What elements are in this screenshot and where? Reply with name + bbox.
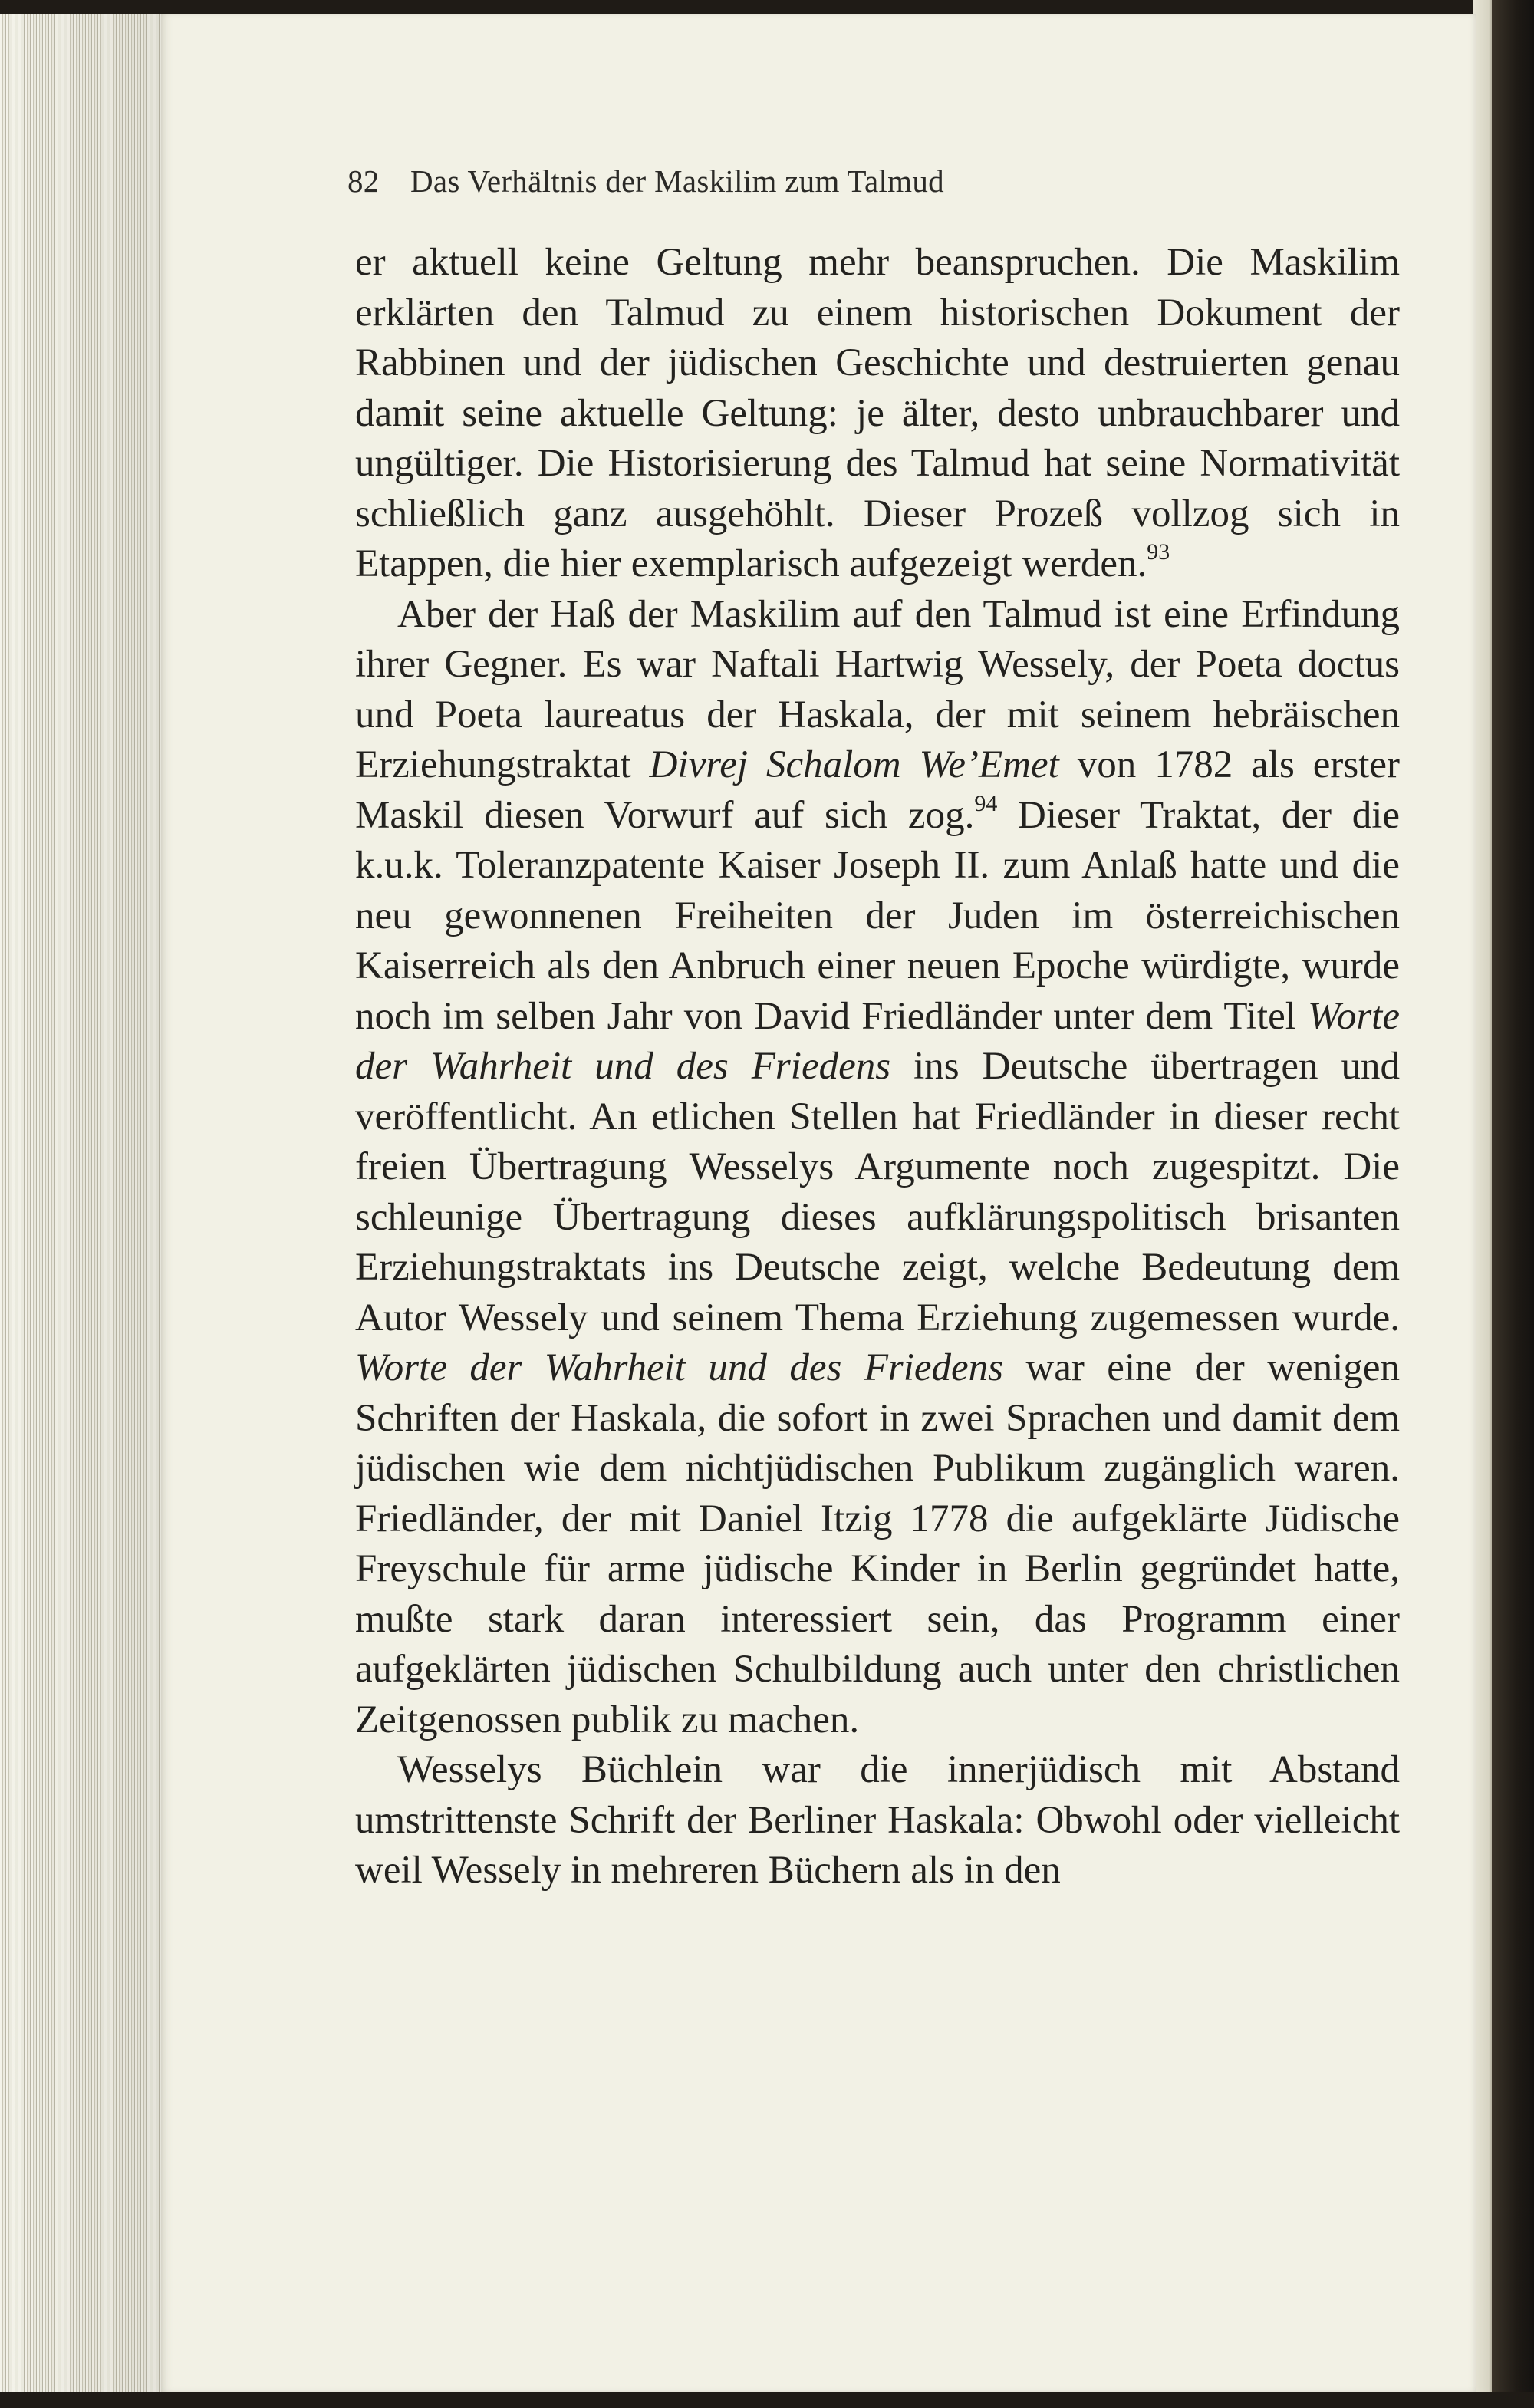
work-title-worte-der-wahrheit-2: Worte der Wahrheit und des Friedens (355, 1346, 1004, 1389)
book-page-edges (0, 14, 165, 2392)
running-title: Das Verhältnis der Maskilim zum Talmud (410, 163, 944, 199)
paragraph-3 (355, 1745, 1400, 1896)
paragraph-1-text: er aktuell keine Geltung mehr beanspruchen. Die Maskilim erklärten den Talmud zu einem historischen Dokument der Rabbinen und der jüdischen Geschichte und destruierten genau damit seine aktuelle Geltung: je älter, desto unbrauchbarer und ungültiger. Die Historisierung des Talmud hat seine Normativität schließlich ganz ausgehöhlt. Dieser Prozeß vollzog sich in Etappen, die hier exemplarisch aufgezeigt werden. (355, 241, 1400, 585)
paragraph-2 (355, 590, 1400, 1746)
work-title-divrej-schalom: Divrej Schalom We’Emet (649, 743, 1059, 786)
paragraph-3-text: Wesselys Büchlein war die innerjüdisch mit Abstand umstrittenste Schrift der Berliner Haskala: Obwohl oder vielleicht weil Wessely in mehreren Büchern als in den (355, 1748, 1400, 1892)
scan-right-border (1492, 0, 1534, 2408)
paragraph-2-part-3: Dieser Traktat, der die k.u.k. Toleranzpatente Kaiser Joseph II. zum Anlaß hatte und die neu gewonnenen Freiheiten der Juden im österreichischen Kaiserreich als den Anbruch einer neuen Epoche würdigte, wurde noch im selben Jahr von David Friedländer unter dem Titel (355, 793, 1401, 1038)
paragraph-2-part-1: Aber der Haß der Maskilim auf den Talmud ist eine Erfindung ihrer Gegner. Es war Naftali Hartwig Wessely, der Poeta doctus und Poeta laureatus der Haskala, der mit seinem hebräischen Erziehungstraktat (355, 592, 1400, 786)
page-number: 82 (347, 163, 380, 199)
paragraph-2-part-5: war eine der wenigen Schriften der Haskala, die sofort in zwei Sprachen und damit dem jüdischen wie dem nichtjüdischen Publikum zugänglich waren. Friedländer, der mit Daniel Itzig 1778 die aufgeklärte Jüdische Freyschule für arme jüdische Kinder in Berlin gegründet hatte, mußte stark daran interessiert sein, das Programm einer aufgeklärten jüdischen Schulbildung auch unter den christlichen Zeitgenossen publik zu machen. (355, 1346, 1400, 1741)
running-header (347, 163, 944, 199)
work-title-worte-der-wahrheit: Worte der Wahrheit und des Friedens (355, 994, 1400, 1088)
scan-top-border (0, 0, 1534, 14)
paragraph-1 (355, 238, 1400, 590)
paragraph-2-part-2: von 1782 als erster Maskil diesen Vorwurf auf sich zog. (355, 743, 1400, 837)
paragraph-2-part-4: ins Deutsche übertragen und veröffentlicht. An etlichen Stellen hat Friedländer in dieser recht freien Übertragung Wesselys Argumente noch zugespitzt. Die schleunige Übertragung dieses aufklärungspolitisch brisanten Erziehungstraktats ins Deutsche zeigt, welche Bedeutung dem Autor Wessely und seinem Thema Erziehung zugemessen wurde. (355, 1045, 1400, 1339)
footnote-ref-93: 93 (1147, 539, 1170, 565)
footnote-ref-94: 94 (974, 790, 998, 816)
body-text (355, 238, 1400, 1896)
scan-bottom-border (0, 2392, 1534, 2408)
